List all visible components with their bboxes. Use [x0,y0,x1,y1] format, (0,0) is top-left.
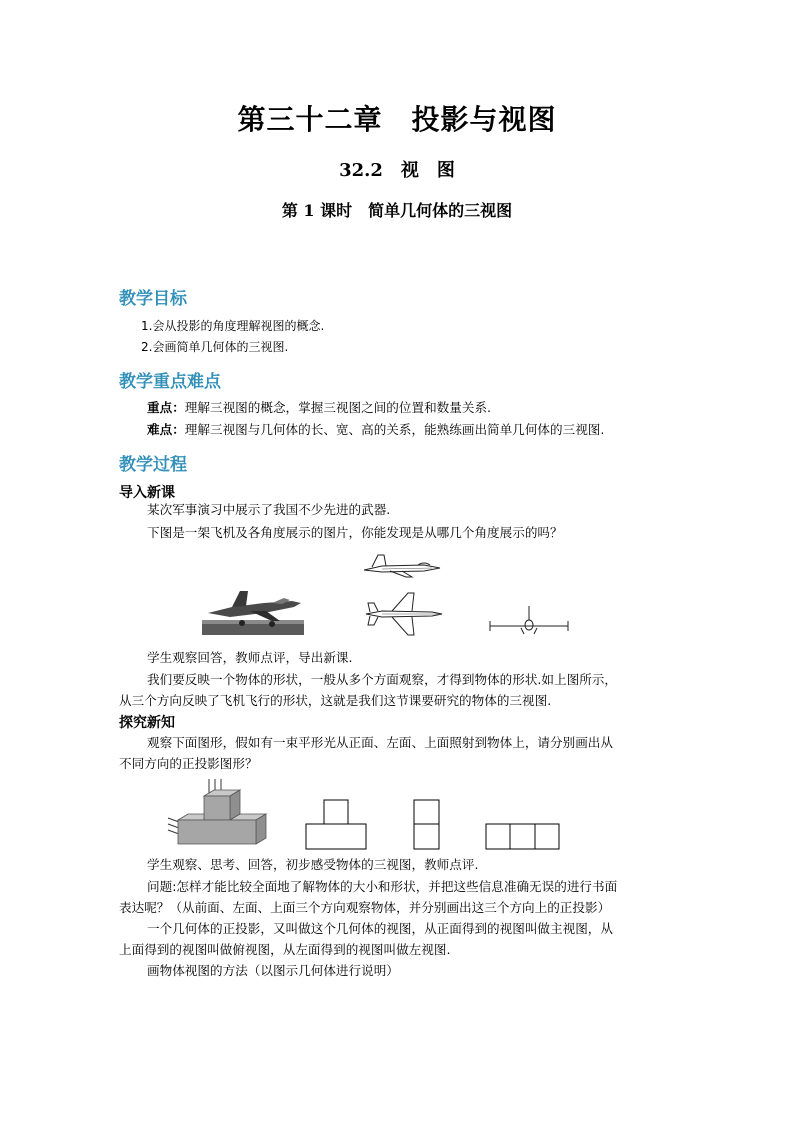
final-line-2: 问题:怎样才能比较全面地了解物体的大小和形状，并把这些信息准确无误的进行书面 [147,879,618,894]
final-line-6: 画物体视图的方法（以图示几何体进行说明） [147,963,399,978]
aircraft-top-view [362,589,444,639]
final-line-5: 上面得到的视图叫做俯视图，从左面得到的视图叫做左视图. [119,942,451,957]
top-view-drawing [485,823,561,851]
objective-item-2: 2.会画简单几何体的三视图. [141,340,289,354]
final-line-3: 表达呢？（从前面、左面、上面三个方向观察物体，并分别画出这三个方向上的正投影） [119,900,611,915]
aircraft-front-view [488,604,570,636]
chapter-title: 第三十二章 投影与视图 [237,103,557,136]
aircraft-side-view [362,553,444,579]
objective-item-1: 1.会从投影的角度理解视图的概念. [141,319,325,333]
key-label: 重点： [147,400,185,415]
after-plane-line-2: 我们要反映一个物体的形状，一般从多个方面观察，才得到物体的形状.如上图所示， [147,672,617,687]
explore-heading: 探究新知 [119,715,175,731]
intro-line-1: 某次军事演习中展示了我国不少先进的武器. [147,502,391,517]
front-view-drawing [305,799,367,851]
intro-line-2: 下图是一架飞机及各角度展示的图片，你能发现是从哪几个角度展示的吗？ [147,525,563,540]
after-plane-line-1: 学生观察回答，教师点评，导出新课. [147,650,353,665]
final-line-4: 一个几何体的正投影，又叫做这个几何体的视图，从正面得到的视图叫做主视图，从 [147,921,613,936]
difficulty-line [147,420,604,440]
difficulty-label: 难点： [147,422,185,437]
section-title: 32.2 视 图 [339,160,455,181]
difficulty-text: 理解三视图与几何体的长、宽、高的关系，能熟练画出简单几何体的三视图. [184,422,605,437]
explore-line-1: 观察下面图形，假如有一束平形光从正面、左面、上面照射到物体上，请分别画出从 [147,735,613,750]
after-plane-line-3: 从三个方向反映了飞机飞行的形状，这就是我们这节课要研究的物体的三视图. [119,693,552,708]
process-heading: 教学过程 [119,455,187,475]
key-point-line [147,398,491,418]
objectives-heading: 教学目标 [119,289,187,309]
lesson-title: 第 1 课时 简单几何体的三视图 [281,201,513,220]
final-line-1: 学生观察、思考、回答，初步感受物体的三视图，教师点评. [147,857,479,872]
key-text: 理解三视图的概念，掌握三视图之间的位置和数量关系. [184,400,492,415]
left-view-drawing [413,799,441,851]
solid-with-light-rays [166,778,270,850]
key-points-heading: 教学重点难点 [119,372,221,392]
aircraft-photo [202,583,304,635]
explore-line-2: 不同方向的正投影图形？ [119,756,258,771]
intro-heading: 导入新课 [119,485,175,501]
